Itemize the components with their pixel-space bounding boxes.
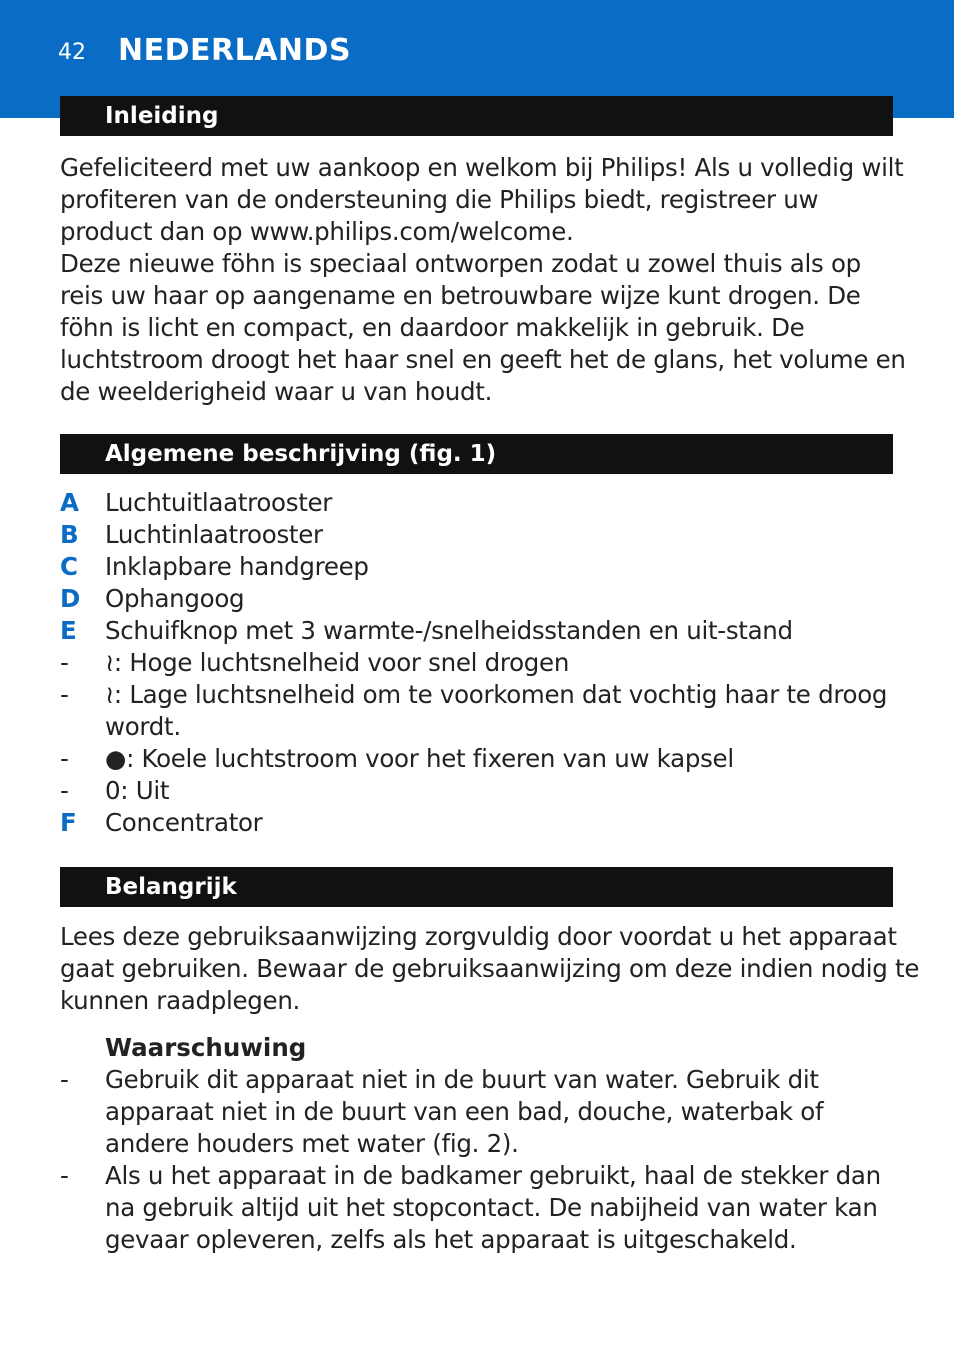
item-text: Gebruik dit apparaat niet in de buurt van water. Gebruik dit apparaat niet in de buurt van een bad, douche, waterbak of andere houders met water (fig. 2). — [105, 1065, 824, 1158]
item-text: Concentrator — [105, 808, 263, 837]
list-item — [60, 1064, 910, 1160]
item-marker: A — [60, 488, 79, 517]
item-marker: - — [60, 744, 69, 773]
item-text: ≀: Lage luchtsnelheid om te voorkomen dat vochtig haar te droog wordt. — [105, 680, 888, 741]
item-text: Ophangoog — [105, 584, 245, 613]
item-marker: - — [60, 680, 69, 709]
warning-heading: Waarschuwing — [105, 1033, 307, 1062]
page-number: 42 — [58, 40, 86, 65]
item-marker: F — [60, 808, 77, 837]
parts-list — [60, 487, 910, 839]
item-text: Schuifknop met 3 warmte-/snelheidsstanden en uit-stand — [105, 616, 793, 645]
section-heading-description: Algemene beschrijving (fig. 1) — [60, 434, 893, 474]
item-marker: - — [60, 1161, 69, 1190]
important-paragraph: Lees deze gebruiksaanwijzing zorgvuldig door voordat u het apparaat gaat gebruiken. Bewaar de gebruiksaanwijzing om deze indien nodig te kunnen raadplegen. — [60, 922, 920, 1015]
list-item — [60, 743, 910, 775]
section-heading-intro: Inleiding — [60, 96, 893, 136]
list-item — [60, 551, 910, 583]
list-item — [60, 1160, 910, 1256]
item-text: Luchtuitlaatrooster — [105, 488, 333, 517]
list-item — [60, 615, 910, 647]
language-title: NEDERLANDS — [118, 33, 352, 68]
item-marker: B — [60, 520, 79, 549]
intro-paragraph: Gefeliciteerd met uw aankoop en welkom bij Philips! Als u volledig wilt profiteren van de ondersteuning die Philips biedt, registreer uw product dan op www.philips.com/welcome. — [60, 153, 904, 246]
list-item — [60, 807, 910, 839]
item-text: Als u het apparaat in de badkamer gebruikt, haal de stekker dan na gebruik altijd uit het stopcontact. De nabijheid van water kan gevaar opleveren, zelfs als het apparaat is uitgeschakeld. — [105, 1161, 881, 1254]
intro-text — [60, 152, 910, 408]
item-text: ≀: Hoge luchtsnelheid voor snel drogen — [105, 648, 570, 677]
item-text: ●: Koele luchtstroom voor het fixeren van uw kapsel — [105, 744, 734, 773]
list-item — [60, 679, 910, 743]
item-marker: - — [60, 776, 69, 805]
important-text — [60, 921, 920, 1017]
item-marker: E — [60, 616, 77, 645]
section-heading-important: Belangrijk — [60, 867, 893, 907]
item-text: 0: Uit — [105, 776, 170, 805]
item-marker: - — [60, 1065, 69, 1094]
intro-paragraph: Deze nieuwe föhn is speciaal ontworpen zodat u zowel thuis als op reis uw haar op aangename en betrouwbare wijze kunt drogen. De föhn is licht en compact, en daardoor makkelijk in gebruik. De luchtstroom droogt het haar snel en geeft het de glans, het volume en de weelderigheid waar u van houdt. — [60, 249, 906, 406]
item-marker: - — [60, 648, 69, 677]
list-item — [60, 487, 910, 519]
list-item — [60, 583, 910, 615]
list-item — [60, 519, 910, 551]
item-text: Inklapbare handgreep — [105, 552, 369, 581]
item-marker: D — [60, 584, 81, 613]
item-marker: C — [60, 552, 78, 581]
item-text: Luchtinlaatrooster — [105, 520, 323, 549]
list-item — [60, 647, 910, 679]
list-item — [60, 775, 910, 807]
warning-list — [60, 1064, 910, 1256]
